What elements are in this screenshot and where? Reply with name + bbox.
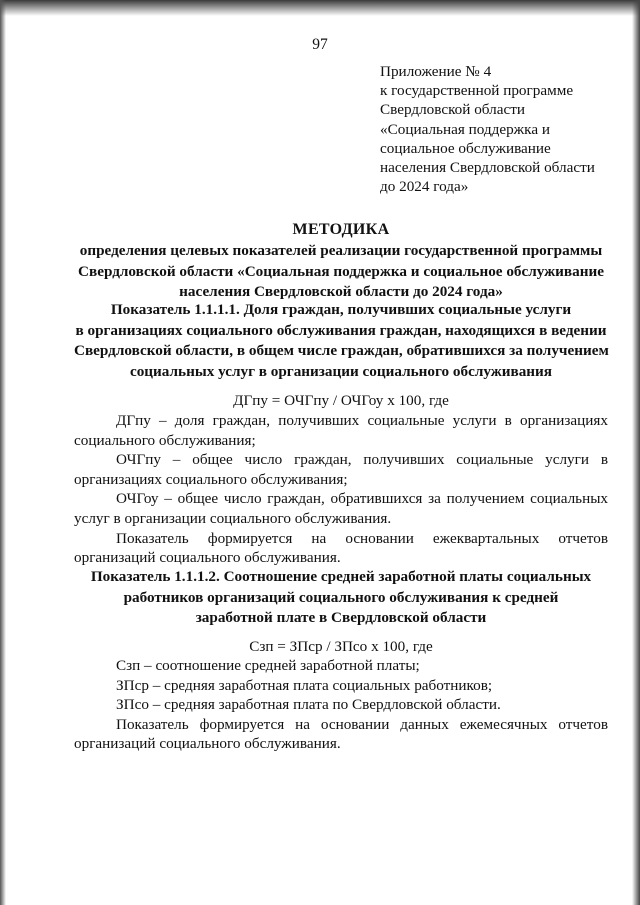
heading-line: социальных услуг в организации социального обслуживания <box>129 362 553 380</box>
document-title: МЕТОДИКА <box>292 221 390 238</box>
appendix-line: социальное обслуживание <box>380 139 551 157</box>
subtitle-line: населения Свердловской области до 2024 года» <box>179 283 503 300</box>
appendix-line: «Социальная поддержка и <box>380 120 550 138</box>
definition-paragraph: ЗПср – средняя заработная плата социальных работников; <box>116 676 493 694</box>
document-subtitle <box>74 241 608 303</box>
indicator1-heading <box>74 300 608 382</box>
heading-line: заработной плате в Свердловской области <box>195 609 487 626</box>
indicator2-heading <box>74 567 608 629</box>
appendix-line: до 2024 года» <box>380 178 469 196</box>
indicator2-definitions <box>74 656 608 754</box>
definition-paragraph: Сзп – соотношение средней заработной платы; <box>116 657 420 674</box>
appendix-note <box>380 62 620 196</box>
subtitle-line: определения целевых показателей реализации государственной программы <box>79 242 603 259</box>
appendix-line: Свердловской области <box>380 101 525 119</box>
definition-paragraph: ОЧГоу – общее число граждан, обратившихся за получением социальных услуг в организации социального обслуживания. <box>74 490 608 527</box>
source-paragraph: Показатель формируется на основании ежеквартальных отчетов организаций социального обслуживания. <box>74 529 608 567</box>
appendix-line: населения Свердловской области <box>380 159 595 177</box>
definition-paragraph: ДГпу – доля граждан, получивших социальные услуги в организациях социального обслуживания; <box>74 412 608 449</box>
scan-shadow-left <box>0 0 6 905</box>
heading-line: в организациях социального обслуживания граждан, находящихся в ведении <box>75 321 607 339</box>
indicator1-formula: ДГпу = ОЧГпу / ОЧГоу x 100, где <box>233 392 449 409</box>
definition-paragraph: ОЧГпу – общее число граждан, получивших социальные услуги в организациях социального обслуживания; <box>74 451 608 488</box>
heading-line: Показатель 1.1.1.1. Доля граждан, получивших социальные услуги <box>110 301 572 318</box>
heading-line: работников организаций социального обслуживания к средней <box>123 588 559 606</box>
scan-shadow-right <box>632 0 640 905</box>
subtitle-line: Свердловской области «Социальная поддержка и социальное обслуживание <box>78 262 604 280</box>
heading-line: Свердловской области, в общем числе граждан, обратившихся за получением <box>74 342 609 359</box>
definition-paragraph: ЗПсо – средняя заработная плата по Свердловской области. <box>116 696 501 714</box>
scan-shadow-top <box>0 0 640 16</box>
heading-line: Показатель 1.1.1.2. Соотношение средней заработной платы социальных <box>90 568 592 585</box>
indicator1-definitions <box>74 411 608 568</box>
source-paragraph: Показатель формируется на основании данных ежемесячных отчетов организаций социального обслуживания. <box>74 715 608 753</box>
page-number: 97 <box>312 36 328 53</box>
appendix-line: Приложение № 4 <box>380 63 492 80</box>
appendix-line: к государственной программе <box>380 82 574 100</box>
indicator2-formula: Сзп = ЗПср / ЗПсо x 100, где <box>249 638 433 655</box>
